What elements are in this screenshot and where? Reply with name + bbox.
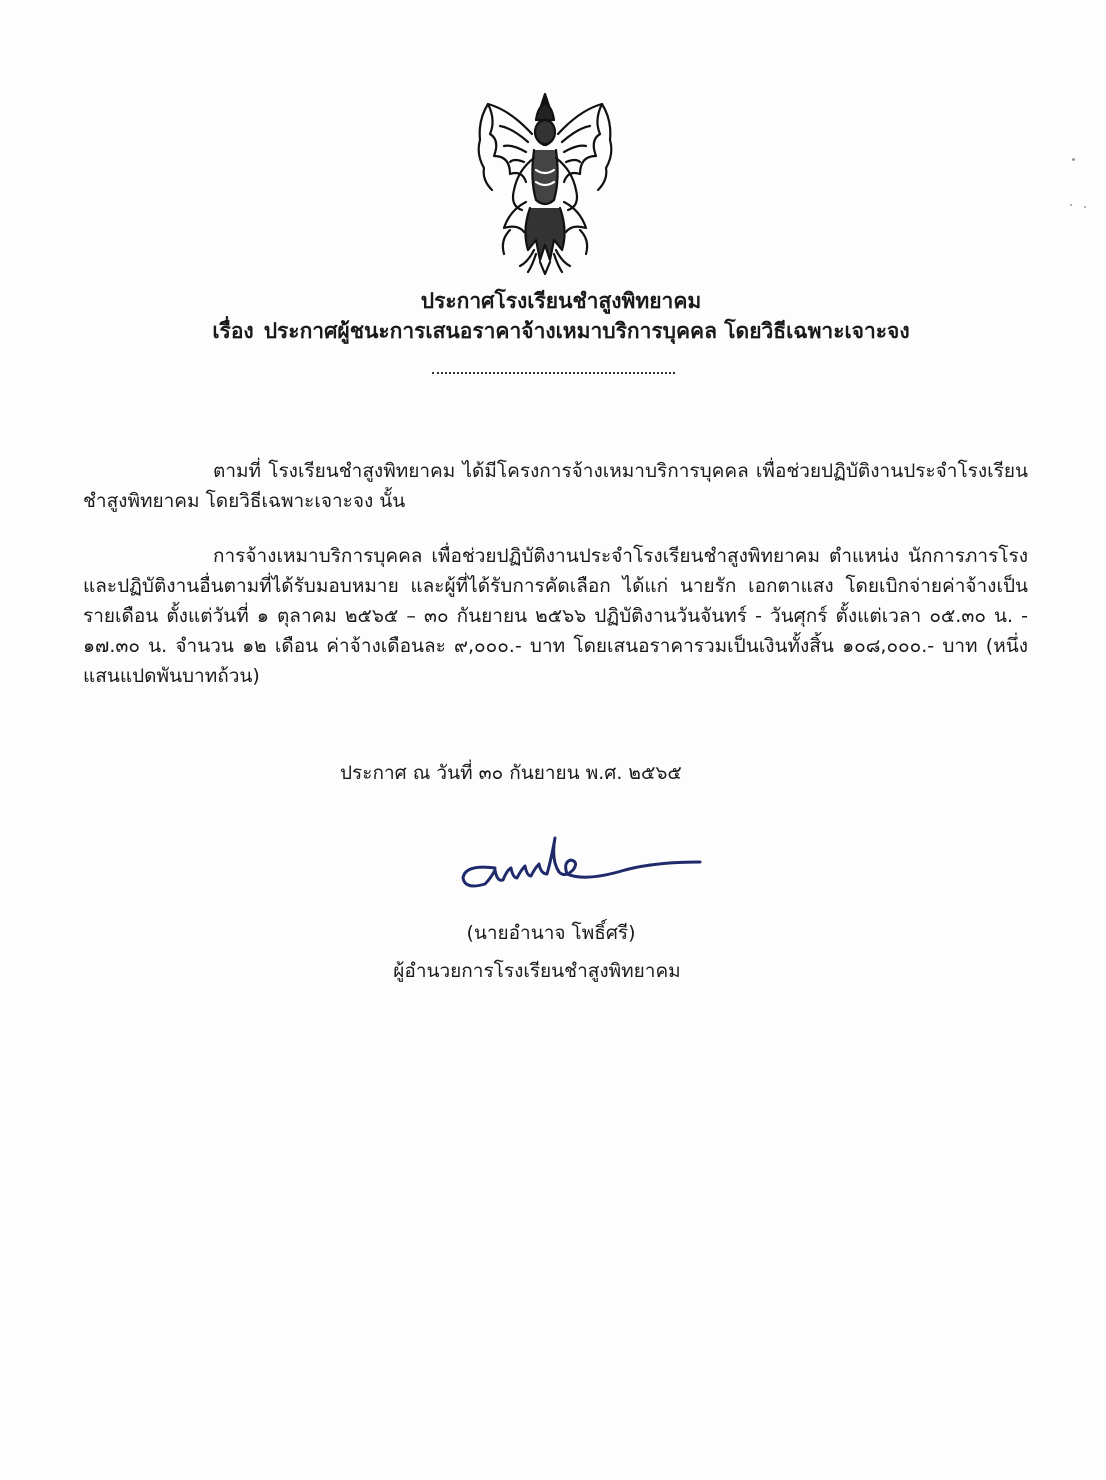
dotted-divider: [432, 372, 675, 374]
scan-speck: [1070, 204, 1072, 206]
signature-mark: [455, 830, 705, 900]
garuda-emblem-icon: [470, 90, 620, 275]
announcement-date: ประกาศ ณ วันที่ ๓๐ กันยายน พ.ศ. ๒๕๖๕: [340, 762, 682, 784]
scan-speck: [1072, 158, 1075, 161]
signer-name: (นายอำนาจ โพธิ์ศรี): [466, 922, 636, 944]
body-paragraph-1: [83, 456, 1028, 516]
subject-text: ประกาศผู้ชนะการเสนอราคาจ้างเหมาบริการบุคคล โดยวิธีเฉพาะเจาะจง: [263, 319, 910, 343]
body-paragraph-2: [83, 541, 1028, 691]
announcement-subject: [8, 316, 1106, 346]
paragraph-2-text: การจ้างเหมาบริการบุคคล เพื่อช่วยปฏิบัติงานประจำโรงเรียนชำสูงพิทยาคม ตำแหน่ง นักการภารโรง และปฏิบัติงานอื่นตามที่ได้รับมอบหมาย และผู้ที่ได้รับการคัดเลือก ได้แก่ นายรัก เอกตาแสง โดยเบิกจ่ายค่าจ้างเป็นรายเดือน ตั้งแต่วันที่ ๑ ตุลาคม ๒๕๖๕ – ๓๐ กันยายน ๒๕๖๖ ปฏิบัติงานวันจันทร์ - วันศุกร์ ตั้งแต่เวลา ๐๕.๓๐ น. - ๑๗.๓๐ น. จำนวน ๑๒ เดือน ค่าจ้างเดือนละ ๙,๐๐๐.- บาท โดยเสนอราคารวมเป็นเงินทั้งสิ้น ๑๐๘,๐๐๐.- บาท (หนึ่งแสนแปดพันบาทถ้วน): [83, 545, 1028, 687]
announcement-title: ประกาศโรงเรียนชำสูงพิทยาคม: [420, 289, 702, 313]
paragraph-1-text: ตามที่ โรงเรียนชำสูงพิทยาคม ได้มีโครงการจ้างเหมาบริการบุคคล เพื่อช่วยปฏิบัติงานประจำโรงเรียนชำสูงพิทยาคม โดยวิธีเฉพาะเจาะจง นั้น: [83, 460, 1028, 512]
subject-label: เรื่อง: [212, 319, 254, 343]
scan-speck: [1084, 206, 1086, 208]
signer-position: ผู้อำนวยการโรงเรียนชำสูงพิทยาคม: [393, 960, 681, 982]
